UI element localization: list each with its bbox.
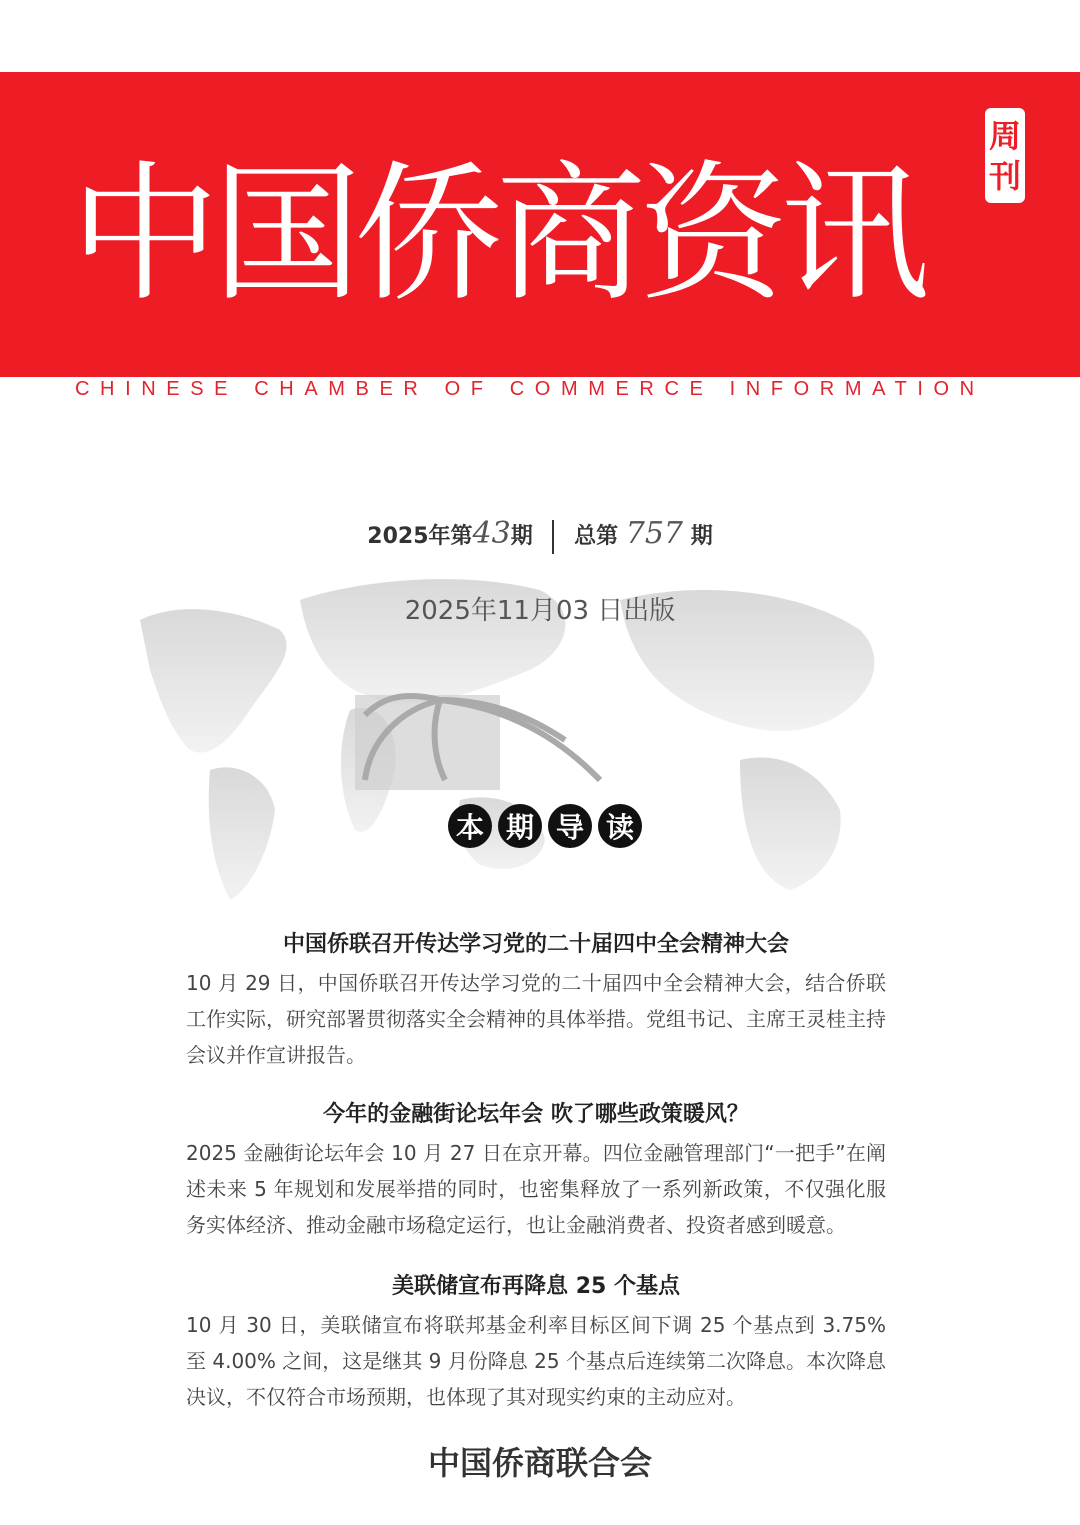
article-body: 10 月 29 日，中国侨联召开传达学习党的二十届四中全会精神大会，结合侨联工作实际，研究部署贯彻落实全会精神的具体举措。党组书记、主席王灵桂主持会议并作宣讲报告。 <box>186 971 886 1067</box>
total-suffix: 期 <box>690 524 713 549</box>
article-body: 10 月 30 日，美联储宣布将联邦基金利率目标区间下调 25 个基点到 3.75% 至 4.00% 之间，这是继其 9 月份降息 25 个基点后连续第二次降息。本次降息决议，不仅符合市场预期，也体现了其对现实约束的主动应对。 <box>186 1313 886 1409</box>
guide-char: 本 <box>448 804 492 848</box>
article-2 <box>186 1095 886 1243</box>
total-number: 757 <box>625 516 684 551</box>
footer-organization: 中国侨商联合会 <box>427 1444 652 1482</box>
total-prefix: 总第 <box>574 524 619 549</box>
weekly-seal-top: 周 <box>988 116 1021 155</box>
article-body: 2025 金融街论坛年会 10 月 27 日在京开幕。四位金融管理部门“一把手”在阐述未来 5 年规划和发展举措的同时，也密集释放了一系列新政策，不仅强化服务实体经济、推动金融市场稳定运行，也让金融消费者、投资者感到暖意。 <box>186 1141 886 1237</box>
issue-year-prefix: 2025年第 <box>367 524 473 549</box>
article-1 <box>186 925 886 1073</box>
weekly-seal <box>985 108 1025 203</box>
issue-suffix: 期 <box>510 524 533 549</box>
article-title: 今年的金融街论坛年会 吹了哪些政策暖风？ <box>323 1102 749 1127</box>
weekly-seal-bottom: 刊 <box>988 156 1021 195</box>
issue-divider <box>552 520 554 554</box>
issue-number: 43 <box>472 516 511 551</box>
article-title: 中国侨联召开传达学习党的二十届四中全会精神大会 <box>282 932 789 957</box>
issue-info <box>0 516 1080 554</box>
guide-heading <box>440 800 650 852</box>
guide-char: 导 <box>548 804 592 848</box>
article-title: 美联储宣布再降息 25 个基点 <box>392 1274 680 1299</box>
guide-char: 期 <box>498 804 542 848</box>
article-3 <box>186 1267 886 1415</box>
publication-date: 2025年11月03 日出版 <box>404 596 676 626</box>
english-subtitle: CHINESE CHAMBER OF COMMERCE INFORMATION <box>75 378 985 400</box>
guide-char: 读 <box>598 804 642 848</box>
masthead-title: 中国侨商资讯 <box>70 148 923 322</box>
